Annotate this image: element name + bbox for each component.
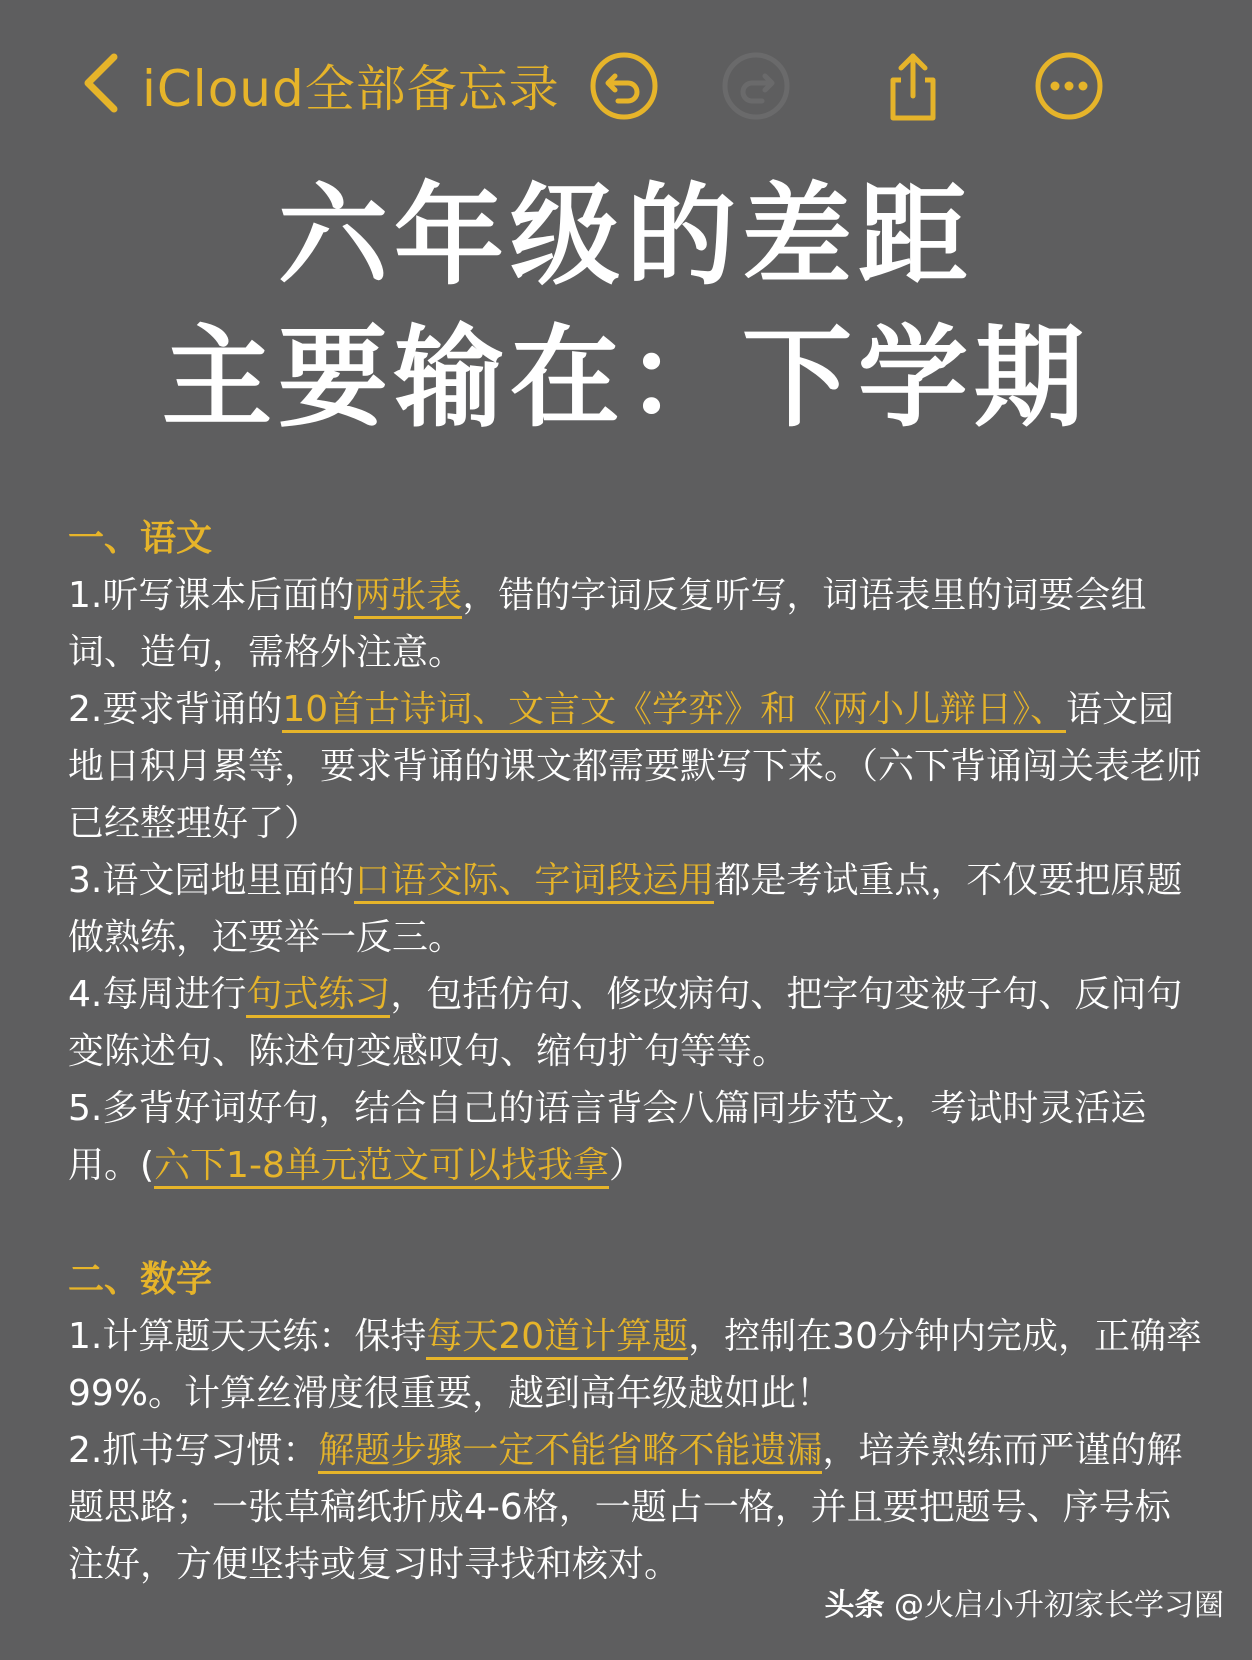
- chinese-item-1: [68, 567, 1203, 681]
- title-line-1: 六年级的差距: [278, 172, 974, 300]
- title-line-2: 主要输在：下学期: [162, 314, 1090, 442]
- highlight-text: 六下1-8单元范文可以找我拿: [154, 1145, 609, 1189]
- chinese-item-4: [68, 966, 1203, 1080]
- item-text: 2.要求背诵的: [68, 689, 283, 730]
- item-text: 3.语文园地里面的: [68, 860, 355, 901]
- share-button[interactable]: [877, 50, 949, 122]
- undo-button[interactable]: [588, 50, 660, 122]
- highlight-text: 两张表: [354, 575, 462, 619]
- redo-button[interactable]: [720, 50, 792, 122]
- chinese-item-3: [68, 852, 1203, 966]
- item-text: ，错的字词反复听写，词语表里的词要会组词、造句，需格外注意。: [68, 575, 1147, 673]
- highlight-text: 10首古诗词、文言文《学弈》和《两小儿辩日》、: [282, 689, 1066, 733]
- back-button[interactable]: [80, 50, 560, 120]
- item-text: 1.听写课本后面的: [68, 575, 355, 616]
- chevron-left-icon: [80, 51, 122, 119]
- item-text: ，培养熟练而严谨的解题思路；一张草稿纸折成4-6格，一题占一格，并且要把题号、序号标注好，方便坚持或复习时寻找和核对。: [68, 1430, 1183, 1585]
- notes-toolbar: [0, 0, 1252, 175]
- undo-icon: [588, 50, 660, 122]
- back-label: iCloud全部备忘录: [142, 60, 560, 118]
- highlight-text: 口语交际、字词段运用: [354, 860, 714, 904]
- section-heading-chinese: 一、语文: [68, 518, 213, 559]
- spacer: [68, 1194, 1203, 1251]
- item-text: ）: [608, 1145, 645, 1186]
- note-body[interactable]: [68, 510, 1203, 1593]
- item-text: 语文园地日积月累等，要求背诵的课文都需要默写下来。（六下背诵闯关表老师已经整理好了）: [68, 689, 1203, 844]
- section-heading-math: 二、数学: [68, 1259, 213, 1300]
- watermark-account: @火启小升初家长学习圈: [894, 1588, 1224, 1623]
- item-text: 5.多背好词好句，结合自己的语言背会八篇同步范文，考试时灵活运用。(: [68, 1088, 1147, 1186]
- item-text: 都是考试重点，不仅要把原题做熟练，还要举一反三。: [68, 860, 1183, 958]
- share-icon: [877, 50, 949, 122]
- highlight-text: 每天20道计算题: [426, 1316, 688, 1360]
- item-text: ，包括仿句、修改病句、把字句变被子句、反问句变陈述句、陈述句变感叹句、缩句扩句等等。: [68, 974, 1183, 1072]
- math-item-1: [68, 1308, 1203, 1422]
- highlight-text: 句式练习: [246, 974, 390, 1018]
- chinese-item-2: [68, 681, 1203, 852]
- item-text: 1.计算题天天练：保持: [68, 1316, 427, 1357]
- item-text: 4.每周进行: [68, 974, 247, 1015]
- note-title: [0, 165, 1252, 449]
- more-icon: [1033, 50, 1105, 122]
- more-button[interactable]: [1033, 50, 1105, 122]
- math-item-2: [68, 1422, 1203, 1593]
- redo-icon: [720, 50, 792, 122]
- watermark: [824, 1580, 1224, 1624]
- chinese-item-5: [68, 1080, 1203, 1194]
- item-text: ，控制在30分钟内完成，正确率99%。计算丝滑度很重要，越到高年级越如此！: [68, 1316, 1202, 1414]
- highlight-text: 解题步骤一定不能省略不能遗漏: [318, 1430, 822, 1474]
- item-text: 2.抓书写习惯：: [68, 1430, 319, 1471]
- watermark-brand: 头条: [824, 1588, 885, 1623]
